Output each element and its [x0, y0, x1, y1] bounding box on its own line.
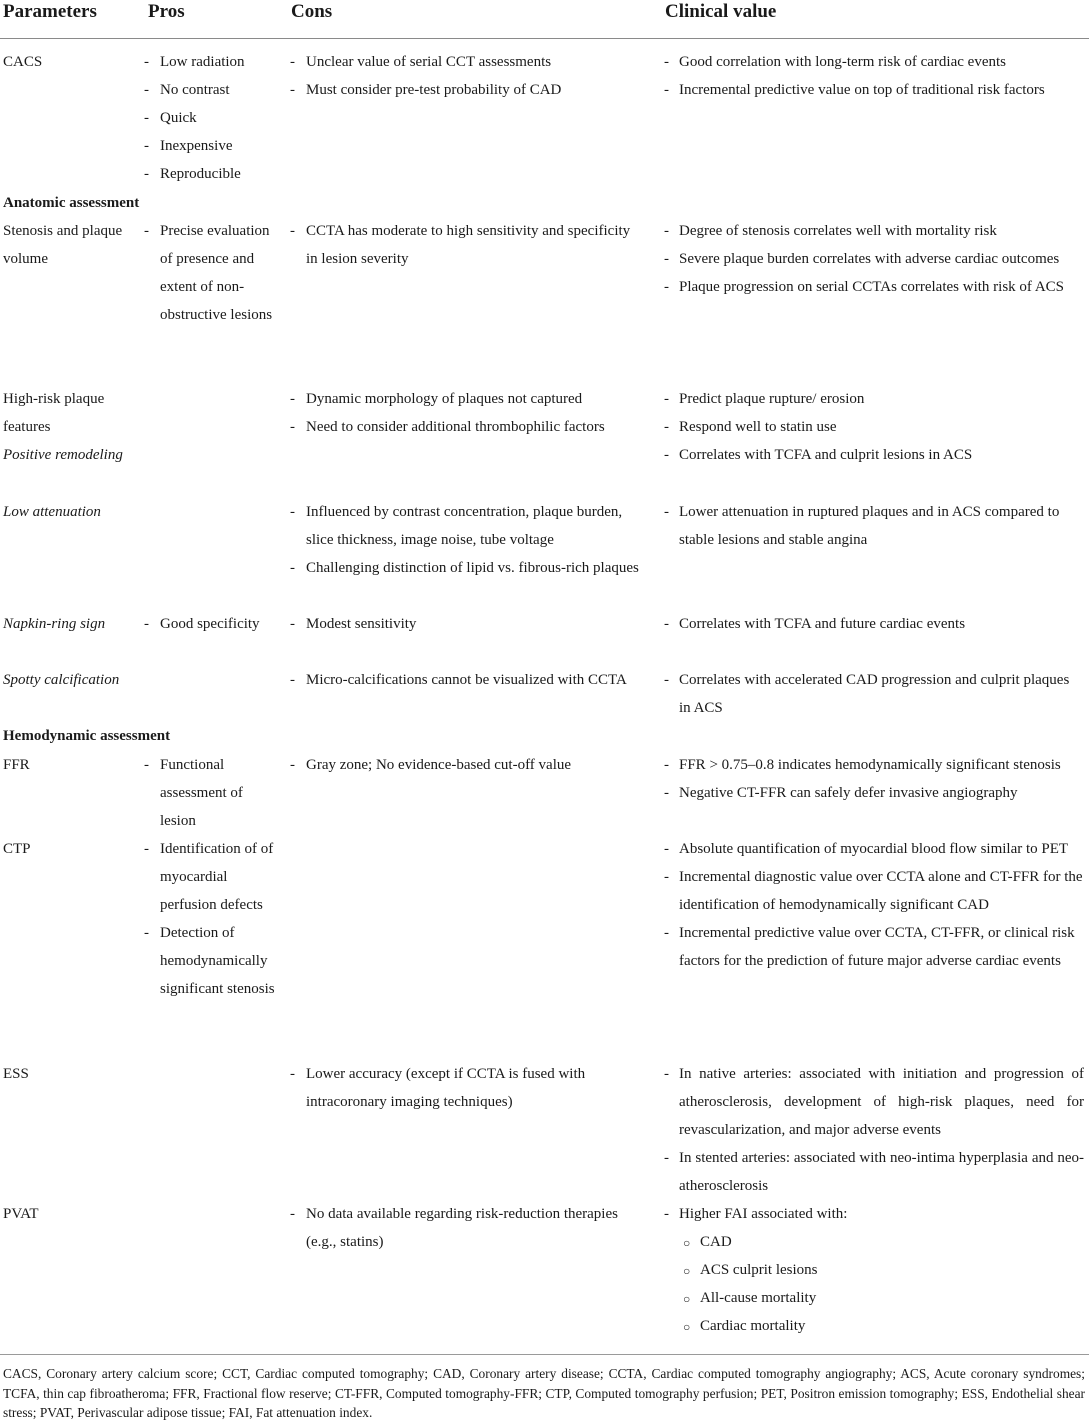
- list-item: - Good specificity: [144, 610, 279, 638]
- table-header: [0, 0, 1089, 38]
- list-item: - Good correlation with long-term risk of cardiac events: [664, 48, 1084, 76]
- list-item: - Correlates with accelerated CAD progression and culprit plaques in ACS: [664, 666, 1084, 722]
- list-item: - No contrast: [144, 76, 279, 104]
- cons-cell: [290, 217, 645, 273]
- list-item: - Detection of hemodynamically significant stenosis: [144, 919, 279, 1003]
- list-item: ○ ACS culprit lesions: [664, 1256, 1084, 1284]
- pros-cell: [144, 835, 279, 1004]
- list-item: ○ All-cause mortality: [664, 1284, 1084, 1312]
- list-item: - Quick: [144, 104, 279, 132]
- list-item: - Must consider pre-test probability of CAD: [290, 76, 645, 104]
- parameter-cell: CACS: [3, 54, 43, 70]
- cons-list: [290, 48, 645, 104]
- clinical-value-cell: [664, 498, 1084, 554]
- cons-list: [290, 666, 645, 694]
- list-item: - Identification of of myocardial perfusion defects: [144, 835, 279, 919]
- clinical-list: [664, 666, 1084, 722]
- header-rule: [0, 38, 1089, 39]
- list-item: - CCTA has moderate to high sensitivity and specificity in lesion severity: [290, 217, 645, 273]
- list-item: - Lower accuracy (except if CCTA is fused with intracoronary imaging techniques): [290, 1060, 645, 1116]
- clinical-sublist: [664, 1228, 1084, 1340]
- pros-cell: [144, 48, 279, 188]
- cons-list: [290, 610, 645, 638]
- parameter-cell: PVAT: [3, 1206, 39, 1223]
- clinical-value-cell: [664, 48, 1084, 104]
- parameter-cell: Positive remodeling: [3, 447, 123, 464]
- list-item: - Micro-calcifications cannot be visualized with CCTA: [290, 666, 645, 694]
- list-item: - Modest sensitivity: [290, 610, 645, 638]
- cons-list: [290, 498, 645, 582]
- clinical-value-cell: [664, 610, 1084, 638]
- cons-cell: [290, 1200, 645, 1256]
- list-item: - Challenging distinction of lipid vs. fibrous-rich plaques: [290, 554, 645, 582]
- clinical-list: [664, 217, 1084, 301]
- list-item: ○ CAD: [664, 1228, 1084, 1256]
- table-bottom-rule: [0, 1354, 1089, 1355]
- clinical-value-cell: [664, 835, 1084, 975]
- list-item: - Correlates with TCFA and culprit lesions in ACS: [664, 441, 1084, 469]
- clinical-list: [664, 441, 1084, 469]
- pros-list: [144, 751, 279, 835]
- parameter-cell: Low attenuation: [3, 503, 101, 520]
- clinical-value-cell: [664, 666, 1084, 722]
- pros-list: [144, 835, 279, 1004]
- parameter-cell: Napkin-ring sign: [3, 616, 106, 632]
- list-item: - Incremental diagnostic value over CCTA alone and CT-FFR for the identification of hemodynamically significant CAD: [664, 863, 1084, 919]
- clinical-list: [664, 498, 1084, 554]
- list-item: - Negative CT-FFR can safely defer invasive angiography: [664, 779, 1084, 807]
- list-item: - Lower attenuation in ruptured plaques and in ACS compared to stable lesions and stable angina: [664, 498, 1084, 554]
- list-item: - Dynamic morphology of plaques not captured: [290, 385, 645, 413]
- list-item: - Predict plaque rupture/ erosion: [664, 385, 1084, 413]
- list-item: - Low radiation: [144, 48, 279, 76]
- clinical-list: [664, 835, 1084, 975]
- clinical-list: [664, 1200, 1084, 1228]
- cons-list: [290, 385, 645, 441]
- cons-list: [290, 217, 645, 273]
- header-pros: Pros: [148, 1, 185, 22]
- cons-cell: [290, 48, 645, 104]
- clinical-list: [664, 610, 1084, 638]
- cons-cell: [290, 610, 645, 638]
- clinical-value-cell: [664, 217, 1084, 301]
- list-item: - Unclear value of serial CCT assessments: [290, 48, 645, 76]
- list-item: - Gray zone; No evidence-based cut-off value: [290, 751, 645, 779]
- list-item: - Correlates with TCFA and future cardiac events: [664, 610, 1084, 638]
- clinical-list: [664, 385, 1084, 441]
- pros-list: [144, 48, 279, 188]
- list-item: - FFR > 0.75–0.8 indicates hemodynamically significant stenosis: [664, 751, 1084, 779]
- list-item: - Absolute quantification of myocardial blood flow similar to PET: [664, 835, 1084, 863]
- list-item: - Inexpensive: [144, 132, 279, 160]
- header-cons: Cons: [291, 1, 333, 22]
- pros-cell: [144, 751, 279, 835]
- list-item: - Incremental predictive value over CCTA, CT-FFR, or clinical risk factors for the prediction of future major adverse cardiac events: [664, 919, 1084, 975]
- list-item: - In stented arteries: associated with neo-intima hyperplasia and neo-atherosclerosis: [664, 1144, 1084, 1200]
- table-footnote: CACS, Coronary artery calcium score; CCT, Cardiac computed tomography; CAD, Coronary artery disease; CCTA, Cardiac computed tomography angiography; ACS, Acute coronary syndromes; TCFA, thin cap fibroatheroma; FFR, Fractional flow reserve; CT-FFR, Computed tomography-FFR; CTP, Computed tomography perfusion; PET, Positron emission tomography; ESS, Endothelial shear stress; PVAT, Perivascular adipose tissue; FAI, Fat attenuation index.: [3, 1366, 1085, 1421]
- list-item: - Need to consider additional thrombophilic factors: [290, 413, 645, 441]
- cons-list: [290, 1200, 645, 1256]
- list-item: - Precise evaluation of presence and extent of non-obstructive lesions: [144, 217, 279, 329]
- list-item: - Incremental predictive value on top of traditional risk factors: [664, 76, 1084, 104]
- pros-cell: [144, 610, 279, 638]
- clinical-value-cell: [664, 1060, 1084, 1200]
- header-clinical-value: Clinical value: [665, 1, 777, 22]
- list-item: - Higher FAI associated with:: [664, 1200, 1084, 1228]
- list-item: - Degree of stenosis correlates well with mortality risk: [664, 217, 1084, 245]
- cons-cell: [290, 666, 645, 694]
- list-item: - Influenced by contrast concentration, plaque burden, slice thickness, image noise, tube voltage: [290, 498, 645, 554]
- list-item: - Functional assessment of lesion: [144, 751, 279, 835]
- cons-cell: [290, 385, 645, 441]
- parameter-cell: ESS: [3, 1065, 29, 1082]
- clinical-value-cell: [664, 385, 1084, 441]
- list-item: - Severe plaque burden correlates with adverse cardiac outcomes: [664, 245, 1084, 273]
- section-heading: Hemodynamic assessment: [3, 728, 171, 745]
- parameter-cell: Spotty calcification: [3, 672, 120, 689]
- list-item: - Reproducible: [144, 160, 279, 188]
- clinical-value-cell: [664, 751, 1084, 807]
- section-heading: Anatomic assessment: [3, 194, 140, 211]
- cons-cell: [290, 751, 645, 779]
- cons-list: [290, 751, 645, 779]
- clinical-value-cell: [664, 1200, 1084, 1340]
- clinical-value-cell: [664, 441, 1084, 469]
- list-item: - Respond well to statin use: [664, 413, 1084, 441]
- parameter-cell: FFR: [3, 756, 30, 773]
- cons-cell: [290, 498, 645, 582]
- list-item: - No data available regarding risk-reduction therapies (e.g., statins): [290, 1200, 645, 1256]
- list-item: ○ Cardiac mortality: [664, 1312, 1084, 1340]
- parameter-cell: Stenosis and plaque volume: [3, 222, 123, 267]
- clinical-list: [664, 48, 1084, 104]
- clinical-list: [664, 1060, 1084, 1200]
- cons-list: [290, 1060, 645, 1116]
- pros-cell: [144, 217, 279, 329]
- list-item: - In native arteries: associated with initiation and progression of atherosclerosis, development of high-risk plaques, need for revascularization, and major adverse events: [664, 1060, 1084, 1144]
- cons-cell: [290, 1060, 645, 1116]
- clinical-list: [664, 751, 1084, 807]
- pros-list: [144, 610, 279, 638]
- list-item: - Plaque progression on serial CCTAs correlates with risk of ACS: [664, 273, 1084, 301]
- parameter-cell: CTP: [3, 840, 31, 857]
- pros-list: [144, 217, 279, 329]
- header-parameters: Parameters: [3, 1, 97, 22]
- parameter-cell: High-risk plaque features: [3, 391, 105, 436]
